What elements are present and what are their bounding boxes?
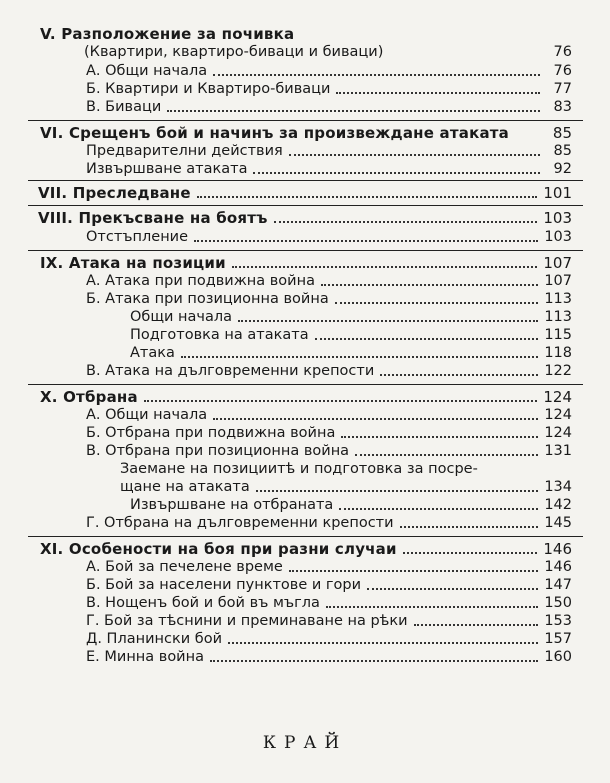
entry-page: 103 xyxy=(544,229,572,245)
toc-entry xyxy=(86,362,572,380)
section-page: 85 xyxy=(552,124,572,142)
entry-page: 113 xyxy=(544,291,572,307)
entry-page: 122 xyxy=(544,363,572,379)
entry-page: 77 xyxy=(553,81,572,97)
entry-title: А. Общи начала xyxy=(86,63,208,79)
toc-entry xyxy=(86,80,572,98)
section-numeral: XI. xyxy=(40,540,64,558)
section-heading xyxy=(40,388,572,406)
entry-page: 76 xyxy=(553,63,572,79)
entry-title: В. Нощенъ бой и бой въ мъгла xyxy=(86,595,320,611)
entry-title: Д. Планински бой xyxy=(86,631,222,647)
section-numeral: X. xyxy=(40,388,58,406)
entry-page: 160 xyxy=(544,649,572,665)
toc-entry xyxy=(86,142,572,160)
end-text: КРАЙ xyxy=(262,733,348,753)
entry-page: 76 xyxy=(553,44,572,60)
toc-entry xyxy=(120,478,572,496)
toc-entry xyxy=(86,630,572,648)
section-title: Прекъсване на боятъ xyxy=(78,209,268,227)
entry-page: 113 xyxy=(544,309,572,325)
entry-page: 118 xyxy=(544,345,572,361)
entry-page: 92 xyxy=(553,161,572,177)
section-divider xyxy=(28,250,583,251)
section-numeral: VI. xyxy=(40,124,64,142)
entry-title: Е. Минна война xyxy=(86,649,204,665)
section-numeral: VIII. xyxy=(38,209,74,227)
entry-page: 146 xyxy=(544,559,572,575)
entry-title: А. Общи начала xyxy=(86,407,208,423)
toc-entry xyxy=(86,98,572,116)
toc-entry xyxy=(86,558,572,576)
entry-page: 83 xyxy=(553,99,572,115)
toc-entry xyxy=(130,326,572,344)
section-heading xyxy=(40,124,572,142)
entry-page: 124 xyxy=(544,407,572,423)
entry-page: 145 xyxy=(544,515,572,531)
toc-entry xyxy=(130,344,572,362)
section-heading xyxy=(38,209,572,227)
section-page: 101 xyxy=(543,184,572,202)
entry-page: 142 xyxy=(544,497,572,513)
entry-title: Г. Бой за тѣснини и преминаване на рѣки xyxy=(86,613,408,629)
entry-title: Отстъпление xyxy=(86,229,189,245)
section-numeral: VII. xyxy=(38,184,68,202)
entry-title: Извършване атаката xyxy=(86,161,248,177)
toc-entry xyxy=(86,648,572,666)
toc-entry xyxy=(86,594,572,612)
section-heading xyxy=(40,254,572,272)
entry-page: 131 xyxy=(544,443,572,459)
section-divider xyxy=(28,120,583,121)
entry-title: Б. Отбрана при подвижна война xyxy=(86,425,336,441)
toc-entry xyxy=(86,272,572,290)
entry-page: 134 xyxy=(544,479,572,495)
section-heading xyxy=(40,25,583,43)
toc-entry xyxy=(86,290,572,308)
section-title: Преследване xyxy=(72,184,191,202)
entry-page: 107 xyxy=(544,273,572,289)
toc-entry xyxy=(86,62,572,80)
section-divider xyxy=(28,180,583,181)
entry-title: Б. Бой за населени пунктове и гори xyxy=(86,577,362,593)
toc-entry xyxy=(86,160,572,178)
toc-entry xyxy=(86,442,572,460)
section-title: Разположение за почивка xyxy=(61,25,295,43)
entry-page: 115 xyxy=(544,327,572,343)
section-page: 107 xyxy=(543,254,572,272)
toc-entry xyxy=(86,576,572,594)
toc-entry xyxy=(86,514,572,532)
entry-page: 147 xyxy=(544,577,572,593)
entry-title: Заемане на позициитѣ и подготовка за посре- xyxy=(120,461,478,477)
section-title: Отбрана xyxy=(63,388,138,406)
entry-title: Предварителни действия xyxy=(86,143,283,159)
entry-page: 153 xyxy=(544,613,572,629)
entry-title: Извършване на отбраната xyxy=(130,497,334,513)
entry-page: 85 xyxy=(553,143,572,159)
section-divider xyxy=(28,205,583,206)
entry-title: Атака xyxy=(130,345,175,361)
entry-title: В. Атака на дълговременни крепости xyxy=(86,363,375,379)
toc-entry xyxy=(86,424,572,442)
entry-title: Подготовка на атаката xyxy=(130,327,309,343)
entry-title: Б. Атака при позиционна война xyxy=(86,291,329,307)
section-heading xyxy=(38,184,572,202)
section-title: Срещенъ бой и начинъ за произвеждане атаката xyxy=(68,124,510,142)
section-page: 124 xyxy=(543,388,572,406)
entry-title: В. Биваци xyxy=(86,99,162,115)
section-numeral: V. xyxy=(40,25,56,43)
toc-entry xyxy=(84,43,572,61)
entry-title: Б. Квартири и Квартиро-биваци xyxy=(86,81,331,97)
section-title: Атака на позиции xyxy=(68,254,226,272)
entry-title: щане на атаката xyxy=(120,479,250,495)
toc-entry xyxy=(130,496,572,514)
toc-entry xyxy=(86,612,572,630)
section-page: 103 xyxy=(543,209,572,227)
entry-title: А. Бой за печелене време xyxy=(86,559,283,575)
entry-title: Г. Отбрана на дълговременни крепости xyxy=(86,515,394,531)
entry-title: А. Атака при подвижна война xyxy=(86,273,315,289)
section-title: Особености на боя при разни случаи xyxy=(68,540,397,558)
entry-title: В. Отбрана при позиционна война xyxy=(86,443,350,459)
section-heading xyxy=(40,540,572,558)
section-divider xyxy=(28,536,583,537)
entry-page: 124 xyxy=(544,425,572,441)
toc-entry xyxy=(86,406,572,424)
toc-entry xyxy=(120,460,572,478)
entry-title: Общи начала xyxy=(130,309,233,325)
entry-page: 157 xyxy=(544,631,572,647)
section-page: 146 xyxy=(543,540,572,558)
entry-page: 150 xyxy=(544,595,572,611)
toc-entry xyxy=(130,308,572,326)
toc-entry xyxy=(86,228,572,246)
section-divider xyxy=(28,384,583,385)
section-numeral: IX. xyxy=(40,254,64,272)
entry-title: (Квартири, квартиро-биваци и биваци) xyxy=(84,44,384,60)
